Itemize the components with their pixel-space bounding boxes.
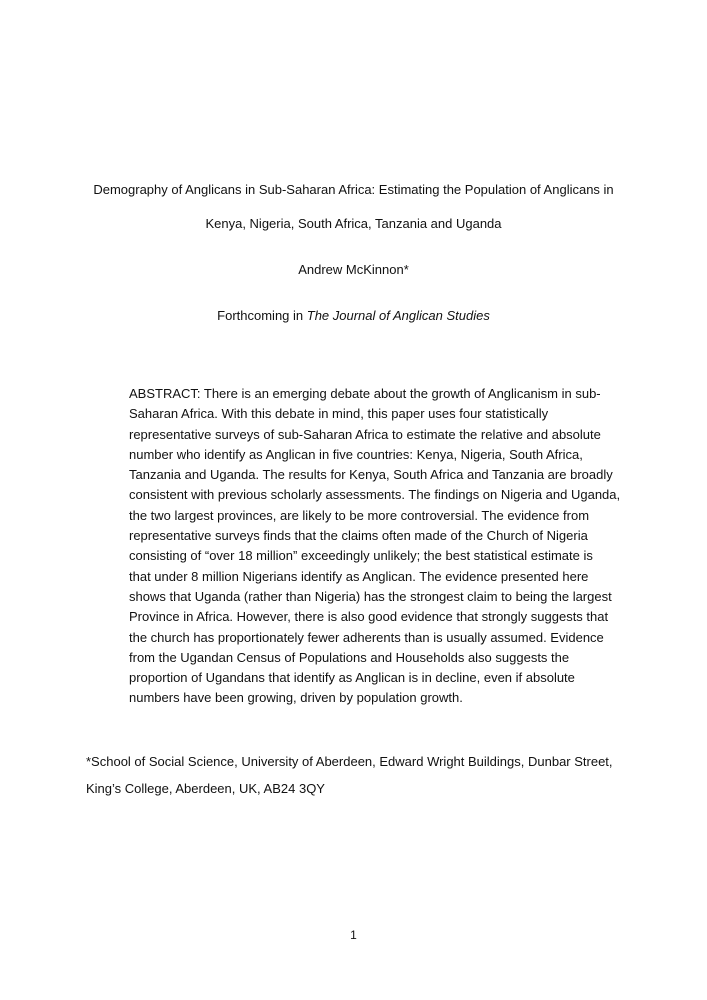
affiliation-line-2: King’s College, Aberdeen, UK, AB24 3QY	[86, 781, 325, 796]
abstract-line: representative surveys of sub-Saharan Africa to estimate the relative and absolute	[129, 426, 601, 442]
page-number: 1	[350, 928, 357, 942]
paper-title-line-2: Kenya, Nigeria, South Africa, Tanzania and Uganda	[205, 216, 502, 231]
abstract-line: consistent with previous scholarly assessments. The findings on Nigeria and Uganda,	[129, 487, 621, 503]
abstract-line: from the Ugandan Census of Populations and Households also suggests the	[129, 649, 570, 665]
abstract-line: shows that Uganda (rather than Nigeria) has the strongest claim to being the largest	[129, 588, 612, 604]
forthcoming-note	[0, 307, 707, 325]
abstract-line: representative surveys finds that the claims often made of the Church of Nigeria	[129, 528, 588, 544]
abstract-line: that under 8 million Nigerians identify as Anglican. The evidence presented here	[129, 568, 589, 584]
journal-name: The Journal of Anglican Studies	[306, 308, 490, 323]
author-affiliation	[86, 748, 626, 802]
abstract-line: consisting of “over 18 million” exceedingly unlikely; the best statistical estimate is	[129, 548, 593, 564]
abstract	[129, 384, 621, 709]
abstract-line: the two largest provinces, are likely to be more controversial. The evidence from	[129, 507, 590, 523]
abstract-line: numbers have been growing, driven by population growth.	[129, 690, 463, 706]
abstract-line: ABSTRACT: There is an emerging debate about the growth of Anglicanism in sub-	[129, 386, 601, 401]
abstract-line: Saharan Africa. With this debate in mind, this paper uses four statistically	[129, 406, 549, 422]
abstract-line: Province in Africa. However, there is also good evidence that strongly suggests that	[129, 609, 609, 625]
forthcoming-prefix: Forthcoming in	[217, 308, 307, 323]
abstract-line: the church has proportionately fewer adherents than is usually assumed. Evidence	[129, 629, 604, 645]
abstract-line: proportion of Ugandans that identify as Anglican is in decline, even if absolute	[129, 670, 575, 686]
author-name: Andrew McKinnon*	[298, 262, 409, 277]
abstract-line: Tanzania and Uganda. The results for Kenya, South Africa and Tanzania are broadly	[129, 467, 613, 483]
paper-title-line-1: Demography of Anglicans in Sub-Saharan Africa: Estimating the Population of Anglicans in	[93, 182, 614, 197]
affiliation-line-1: *School of Social Science, University of Aberdeen, Edward Wright Buildings, Dunbar Street,	[86, 754, 613, 769]
abstract-line: number who identify as Anglican in five countries: Kenya, Nigeria, South Africa,	[129, 446, 583, 462]
